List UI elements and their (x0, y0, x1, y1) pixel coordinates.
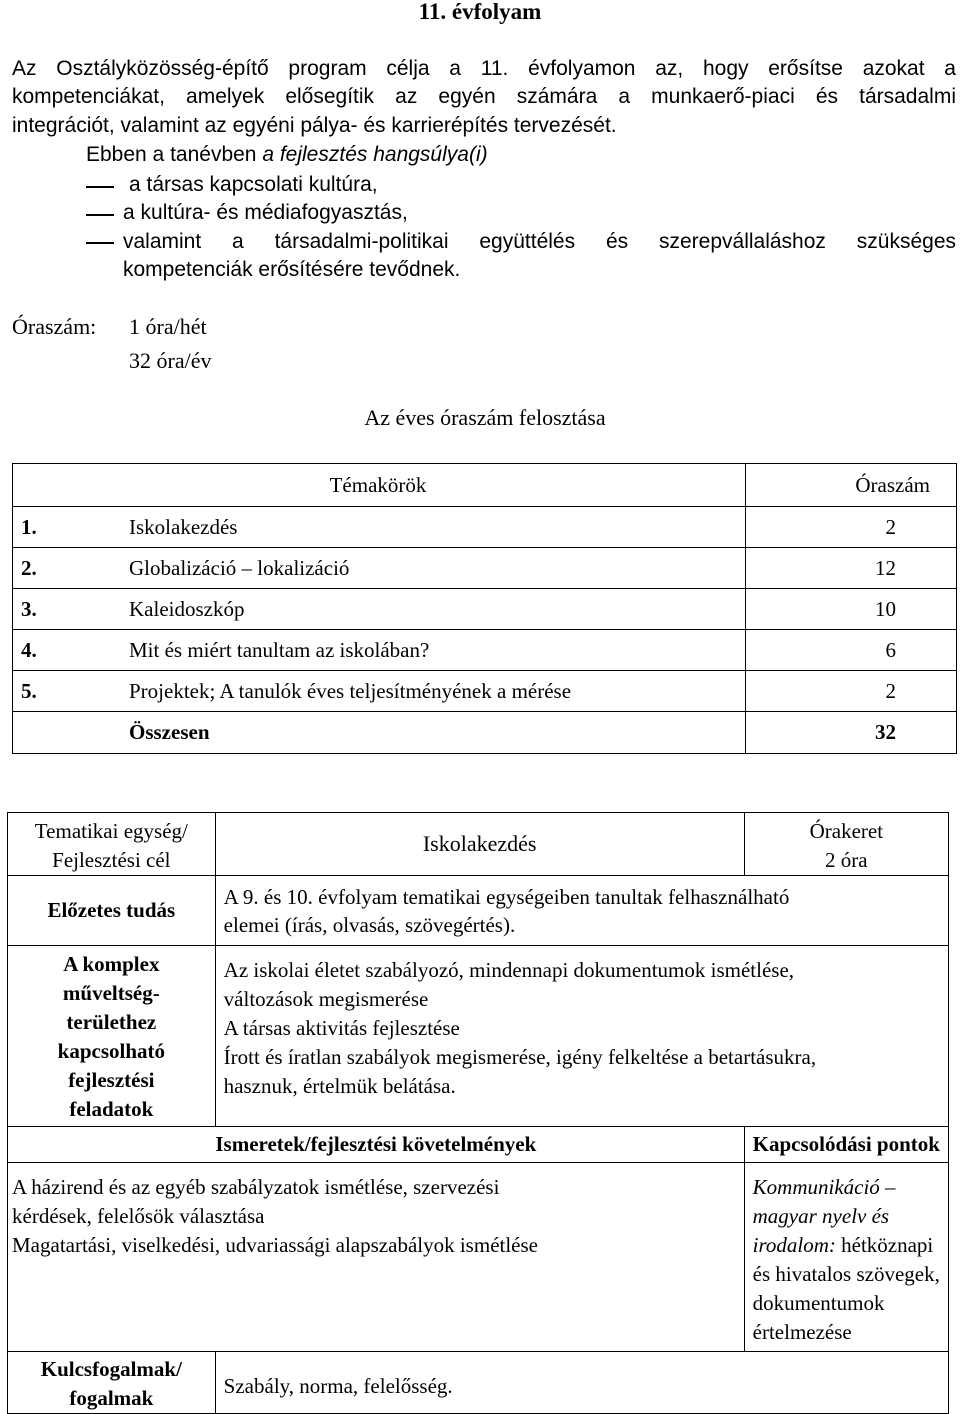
row-hours: 2 (746, 671, 957, 712)
keywords-row (8, 1352, 949, 1414)
row-topic: Mit és miért tanultam az iskolában? (121, 630, 746, 671)
complex-content (215, 946, 948, 1127)
complex-tasks-row (8, 946, 949, 1127)
prior-label: Előzetes tudás (8, 876, 216, 946)
requirements-label: Ismeretek/fejlesztési követelmények (8, 1127, 745, 1163)
row-number: 5. (13, 671, 122, 712)
emphasis-prefix: Ebben a tanévben (86, 143, 263, 166)
theme-label-2: Fejlesztési cél (52, 848, 171, 872)
row-number: 1. (13, 507, 122, 548)
row-number: 3. (13, 589, 122, 630)
hours-label: Óraszám: (12, 314, 97, 339)
conn-italic-2: magyar nyelv és (752, 1204, 890, 1228)
row-hours: 10 (746, 589, 957, 630)
hours-per-year: 32 óra/év (129, 348, 212, 373)
row-hours: 6 (746, 630, 957, 671)
bullet-3: valamint a társadalmi-politikai együttélés és szerepvállaláshoz szükséges (123, 230, 956, 253)
complex-line-5: hasznuk, értelmük belátása. (223, 1074, 456, 1098)
requirements-header-row (8, 1127, 949, 1163)
keywords-label-2: fogalmak (69, 1385, 154, 1410)
header-topics: Témakörök (121, 464, 746, 507)
complex-line-1: Az iskolai életet szabályozó, mindennapi dokumentumok ismétlése, (223, 958, 795, 982)
hours-per-week: 1 óra/hét (129, 314, 207, 339)
row-hours: 12 (746, 548, 957, 589)
requirements-row (8, 1163, 949, 1352)
theme-name: Iskolakezdés (215, 813, 744, 876)
total-value: 32 (746, 712, 957, 754)
conn-line-3 (753, 1231, 940, 1260)
unit-header-row (8, 813, 949, 876)
req-line-3: Magatartási, viselkedési, udvariassági alapszabályok ismétlése (12, 1233, 538, 1257)
row-topic: Iskolakezdés (121, 507, 746, 548)
emphasis-italic: a fejlesztés hangsúlya(i) (262, 143, 488, 166)
keywords-value: Szabály, norma, felelősség. (215, 1352, 948, 1414)
conn-rest-3: hétköznapi (835, 1233, 934, 1257)
complex-line-4: Írott és íratlan szabályok megismerése, igény felkeltése a betartásukra, (223, 1045, 817, 1069)
keywords-label (8, 1352, 216, 1414)
row-topic: Globalizáció – lokalizáció (121, 548, 746, 589)
complex-line-2: változások megismerése (223, 987, 429, 1011)
intro-line-1: Az Osztályközösség-építő program célja a 11. évfolyamon az, hogy erősítse azokat a (12, 57, 956, 80)
conn-line-1 (753, 1173, 940, 1202)
table-row (13, 548, 957, 589)
connections-label: Kapcsolódási pontok (744, 1127, 948, 1163)
table-total-row (13, 712, 957, 754)
intro-line-3: integrációt, valamint az egyéni pálya- és karrierépítés tervezését. (12, 114, 617, 137)
complex-label-4: kapcsolható (57, 1039, 166, 1063)
connections-content (744, 1163, 948, 1352)
req-line-1: A házirend és az egyéb szabályzatok ismétlése, szervezési (12, 1175, 500, 1199)
conn-line-2 (753, 1202, 940, 1231)
table-header-row (13, 464, 957, 507)
row-number: 2. (13, 548, 122, 589)
frame-cell (744, 813, 948, 876)
complex-label-6: feladatok (69, 1097, 154, 1121)
req-line-2: kérdések, felelősök választása (12, 1204, 265, 1228)
total-label: Összesen (121, 712, 746, 754)
intro-line-2: kompetenciákat, amelyek elősegítik az egyén számára a munkaerő-piaci és társadalmi (12, 85, 956, 108)
keywords-label-1: Kulcsfogalmak/ (40, 1356, 182, 1381)
complex-label-2: műveltség- (62, 981, 160, 1005)
complex-label-5: fejlesztési (68, 1068, 155, 1092)
conn-line-4: és hivatalos szövegek, (752, 1262, 940, 1286)
theme-label-1: Tematikai egység/ (34, 819, 188, 843)
requirements-content (8, 1163, 745, 1352)
table-row (13, 671, 957, 712)
page-title: 11. évfolyam (418, 0, 542, 24)
prior-content (215, 876, 948, 946)
header-hours: Óraszám (746, 464, 957, 507)
frame-label: Órakeret (809, 819, 884, 843)
conn-italic-1: Kommunikáció – (752, 1175, 896, 1199)
emphasis-line (86, 141, 488, 168)
row-topic: Kaleidoszkóp (121, 589, 746, 630)
bullet-dash-1 (86, 186, 114, 188)
bullet-dash-3 (86, 242, 114, 244)
bullet-dash-2 (86, 214, 114, 216)
row-hours: 2 (746, 507, 957, 548)
conn-line-5: dokumentumok (752, 1291, 885, 1315)
table-row (13, 507, 957, 548)
conn-italic-3: irodalom: (752, 1233, 836, 1257)
unit-table (7, 812, 949, 1414)
complex-label-3: területhez (66, 1010, 157, 1034)
total-empty-cell (13, 712, 122, 754)
conn-line-6: értelmezése (752, 1320, 852, 1344)
distribution-title: Az éves óraszám felosztása (364, 405, 606, 430)
header-empty-cell (13, 464, 122, 507)
frame-value: 2 óra (825, 848, 868, 872)
table-row (13, 589, 957, 630)
complex-label (8, 946, 216, 1127)
distribution-table (12, 463, 957, 754)
row-topic: Projektek; A tanulók éves teljesítményének a mérése (121, 671, 746, 712)
prior-knowledge-row (8, 876, 949, 946)
table-row (13, 630, 957, 671)
row-number: 4. (13, 630, 122, 671)
bullet-3-continuation: kompetenciák erősítésére tevődnek. (123, 258, 461, 281)
complex-line-3: A társas aktivitás fejlesztése (223, 1016, 460, 1040)
theme-label-cell (8, 813, 216, 876)
prior-line-1: A 9. és 10. évfolyam tematikai egységeiben tanultak felhasználható (223, 884, 790, 909)
prior-line-2: elemei (írás, olvasás, szövegértés). (223, 912, 516, 937)
bullet-1: a társas kapcsolati kultúra, (129, 173, 378, 196)
bullet-2: a kultúra- és médiafogyasztás, (123, 201, 408, 224)
complex-label-1: A komplex (63, 952, 160, 976)
